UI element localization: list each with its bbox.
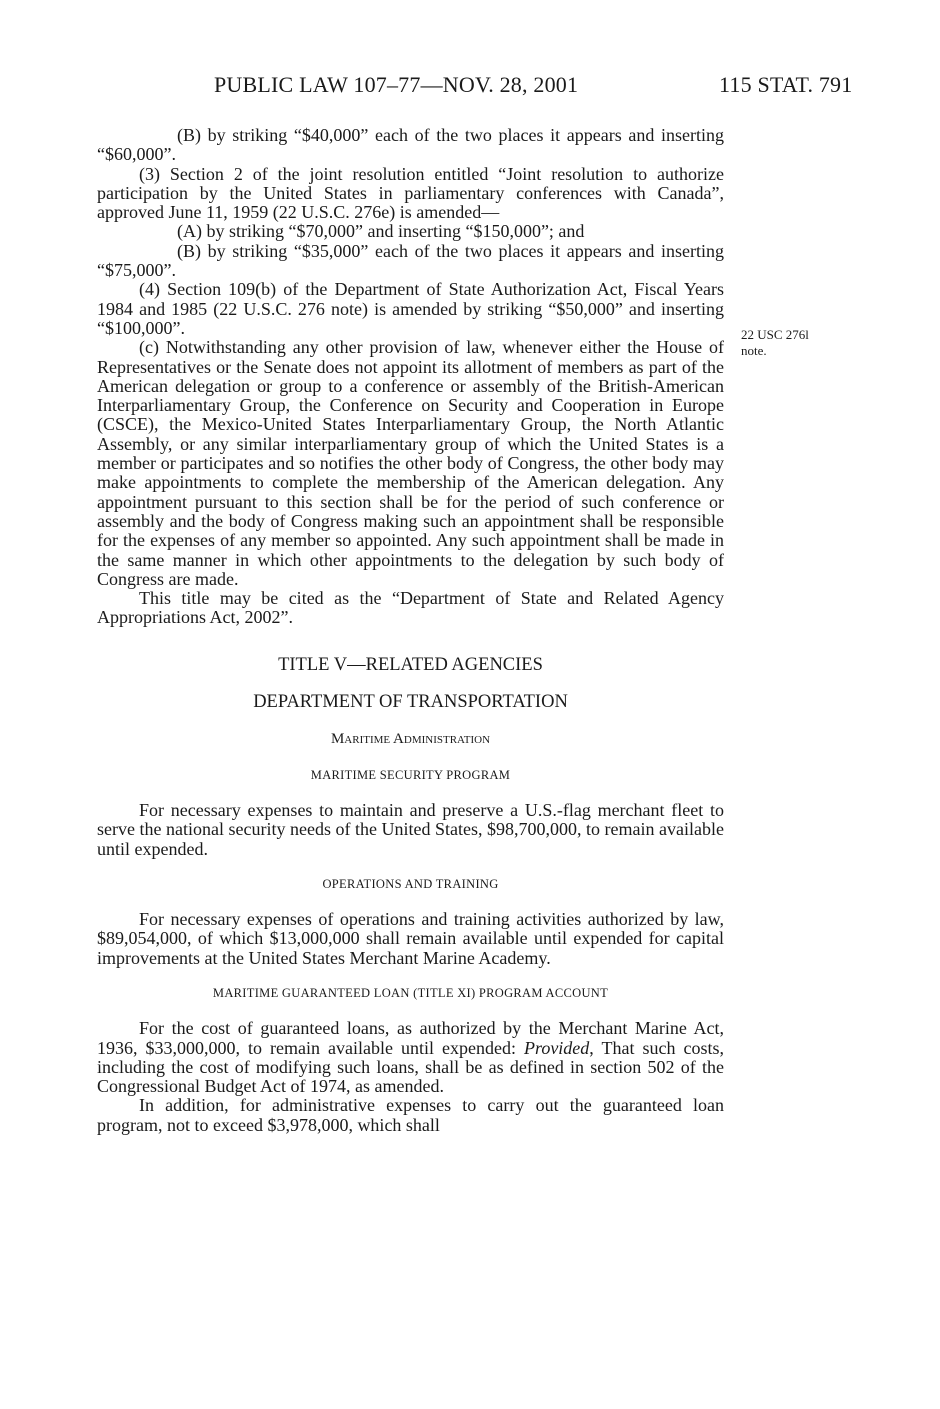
paragraph: (B) by striking “$40,000” each of the two places it appears and inserting “$60,000”.: [97, 125, 724, 165]
paragraph: (c) Notwithstanding any other provision of law, whenever either the House of Representatives or the Senate does not appoint its allotment of members as part of the American delegation or group to a conference or assembly of the British-American Interparliamentary Group, the Conference on Security and Cooperation in Europe (CSCE), the Mexico-United States Interparliamentary Group, the North Atlantic Assembly, or any similar interparliamentary group of which the United States is a member or participates and so notifies the other body of Congress, the other body may make appointments to complete the membership of the American delegation. Any appointment pursuant to this section shall be for the period of such conference or assembly and the body of Congress making such an appointment shall be responsible for the expenses of any member so appointed. Any such appointment shall be made in the same manner in which other appointments to the delegation by such body of Congress are made.: [97, 337, 724, 589]
program-heading: OPERATIONS AND TRAINING: [322, 876, 499, 891]
program-heading: MARITIME SECURITY PROGRAM: [310, 767, 511, 782]
paragraph: (A) by striking “$70,000” and inserting “$150,000”; and: [177, 221, 585, 242]
margin-note: [741, 327, 809, 359]
margin-note-line: 22 USC 276l: [741, 327, 809, 342]
paragraph: (B) by striking “$35,000” each of the two places it appears and inserting “$75,000”.: [97, 240, 724, 281]
page-body: [97, 126, 724, 1135]
margin-note-line: note.: [741, 343, 767, 358]
paragraph-text: , That such costs, including the cost of modifying such loans, shall be as defined in section 502 of the Congressional Budget Act of 1974, as amended.: [97, 1037, 724, 1097]
paragraph: (3) Section 2 of the joint resolution entitled “Joint resolution to authorize participation by the United States in parliamentary conferences with Canada”, approved June 11, 1959 (22 U.S.C. 276e) is amended—: [97, 163, 724, 223]
agency-heading: Maritime Administration: [330, 731, 491, 748]
paragraph: [97, 1019, 724, 1096]
paragraph: (4) Section 109(b) of the Department of State Authorization Act, Fiscal Years 1984 and 1985 (22 U.S.C. 276 note) is amended by striking “$50,000” and inserting “$100,000”.: [97, 279, 724, 338]
program-heading: MARITIME GUARANTEED LOAN (TITLE XI) PROGRAM ACCOUNT: [212, 985, 609, 1000]
department-heading: DEPARTMENT OF TRANSPORTATION: [253, 692, 568, 713]
paragraph: This title may be cited as the “Department of State and Related Agency Appropriations Act, 2002”.: [97, 588, 724, 628]
paragraph-text: For the cost of guaranteed loans, as authorized by the Merchant Marine Act, 1936, $33,000,000, to remain available until expended:: [97, 1018, 724, 1058]
running-header: PUBLIC LAW 107–77—NOV. 28, 2001: [214, 72, 579, 97]
paragraph: For necessary expenses of operations and training activities authorized by law, $89,054,000, of which $13,000,000 shall remain available until expended for capital improvements at the United States Merchant Marine Academy.: [97, 909, 724, 968]
proviso-term: Provided: [523, 1037, 590, 1058]
title-heading: TITLE V—RELATED AGENCIES: [278, 654, 543, 675]
paragraph: In addition, for administrative expenses to carry out the guaranteed loan program, not to exceed $3,978,000, which shall: [97, 1095, 724, 1135]
paragraph: For necessary expenses to maintain and preserve a U.S.-flag merchant fleet to serve the national security needs of the United States, $98,700,000, to remain available until expended.: [97, 799, 724, 859]
page-stat-number: 115 STAT. 791: [719, 72, 853, 97]
